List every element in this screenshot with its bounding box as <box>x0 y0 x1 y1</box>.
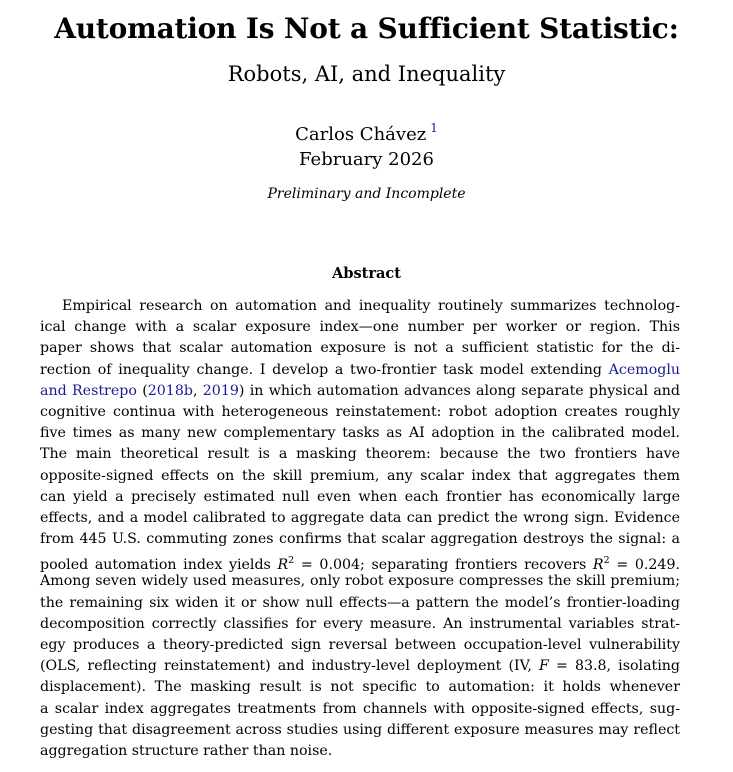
abstract-heading: Abstract <box>332 265 401 282</box>
abstract-line-text: rection of inequality change. I develop a two-frontier task model extending <box>40 361 609 378</box>
author-footnote-link[interactable]: 1 <box>430 121 438 135</box>
abstract-line: a scalar index aggregates treatments from channels with opposite-signed effects, sug- <box>40 700 680 717</box>
abstract-line-text: pooled automation index yields <box>40 557 278 574</box>
abstract-line: from 445 U.S. commuting zones confirms that scalar aggregation destroys the signal: a <box>40 531 680 548</box>
citation-acemoglu-link[interactable]: Acemoglu <box>608 361 680 378</box>
author-name: Carlos Chávez <box>295 124 427 145</box>
abstract-line: gesting that disagreement across studies using different exposure measures may reflect <box>40 721 680 738</box>
abstract-line <box>40 550 680 574</box>
abstract-line: can yield a precisely estimated null even when each frontier has economically large <box>40 488 680 505</box>
citation-2018b-link[interactable]: 2018b <box>147 382 193 399</box>
abstract-line: egy produces a theory-predicted sign reversal between occupation-level vulnerability <box>40 637 680 653</box>
paper-date: February 2026 <box>299 149 434 170</box>
abstract-line <box>40 381 680 402</box>
r2-exponent: 2 <box>288 555 295 567</box>
r2-pooled-value: = 0.004; separating frontiers recovers <box>294 557 593 574</box>
citation-2019-link[interactable]: 2019 <box>202 382 239 399</box>
abstract-body <box>40 296 680 762</box>
abstract-line: The main theoretical result is a masking theorem: because the two frontiers have <box>40 446 680 463</box>
f-stat-value: = 83.8, isolating <box>548 658 680 675</box>
abstract-line: decomposition correctly classifies for every measure. An instrumental variables strat- <box>40 615 680 632</box>
abstract-line: the remaining six widen it or show null effects—a pattern the model’s frontier-loading <box>40 594 680 611</box>
abstract-line-text: (OLS, reflecting reinstatement) and industry-level deployment (IV, <box>40 658 539 675</box>
paper-status: Preliminary and Incomplete <box>267 186 466 202</box>
citation-paren-open: ( <box>136 382 148 399</box>
r2-separated-value: = 0.249. <box>609 557 680 574</box>
abstract-line: opposite-signed effects on the skill premium, any scalar index that aggregates them <box>40 467 680 484</box>
abstract-line: five times as many new complementary tasks as AI adoption in the calibrated model. <box>40 425 680 442</box>
r2-symbol: R <box>277 557 289 574</box>
abstract-line: ical change with a scalar exposure index—one number per worker or region. This <box>40 319 680 336</box>
paper-subtitle: Robots, AI, and Inequality <box>227 62 506 86</box>
r2-symbol: R <box>592 557 604 574</box>
abstract-line: effects, and a model calibrated to aggregate data can predict the wrong sign. Evidence <box>40 509 680 526</box>
abstract-line: displacement). The masking result is not specific to automation: it holds whenever <box>40 679 680 696</box>
abstract-line: cognitive continua with heterogeneous reinstatement: robot adoption creates roughly <box>40 403 680 420</box>
f-stat-symbol: F <box>538 658 549 675</box>
abstract-line <box>40 656 680 677</box>
r2-exponent: 2 <box>603 555 610 567</box>
abstract-line: paper shows that scalar automation exposure is not a sufficient statistic for the di- <box>40 340 680 357</box>
abstract-line-text: ) in which automation advances along separate physical and <box>238 382 680 399</box>
paper-title: Automation Is Not a Sufficient Statistic: <box>54 12 679 45</box>
abstract-line: aggregation structure rather than noise. <box>40 742 333 759</box>
abstract-line <box>40 360 680 381</box>
citation-restrepo-link[interactable]: and Restrepo <box>40 382 137 399</box>
abstract-line: Empirical research on automation and inequality routinely summarizes technolog- <box>62 298 680 314</box>
abstract-line: Among seven widely used measures, only robot exposure compresses the skill premium; <box>40 573 680 590</box>
citation-separator: , <box>192 382 203 399</box>
author-line <box>0 116 733 147</box>
